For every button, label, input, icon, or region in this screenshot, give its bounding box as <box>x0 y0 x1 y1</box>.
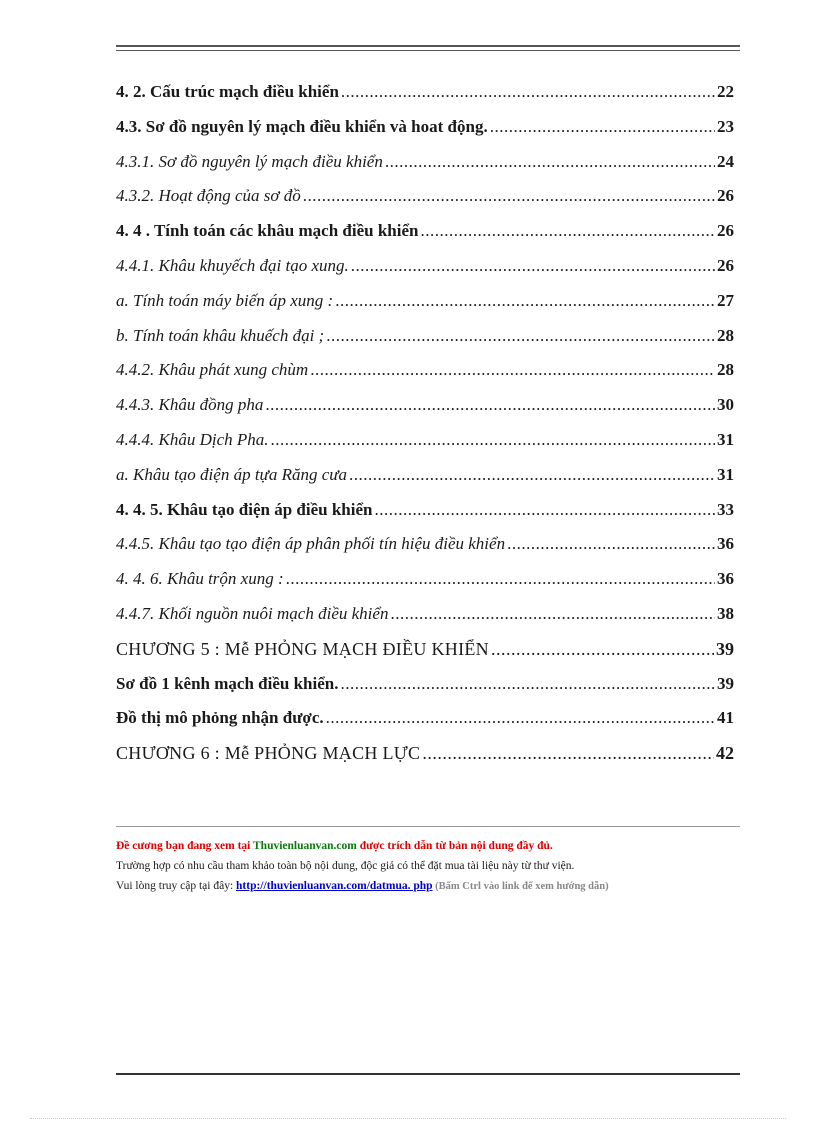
table-of-contents <box>116 82 734 778</box>
toc-entry-page: 39 <box>716 638 734 659</box>
notice-line-2: Trường hợp có nhu cầu tham khảo toàn bộ nội dung, độc giả có thể đặt mua tài liệu này từ thư viện. <box>116 860 575 872</box>
notice-line-1-suffix: được trích dẫn từ bản nội dung đầy đủ. <box>356 840 553 852</box>
toc-leader-dots <box>390 604 715 624</box>
toc-entry-title: 4.4.5. Khâu tạo tạo điện áp phân phối tín hiệu điều khiển <box>116 534 506 554</box>
notice-line-3 <box>116 876 756 897</box>
notice-brand: Thuvienluanvan.com <box>253 840 357 852</box>
notice-line-3-prefix: Vui lòng truy cập tại đây: <box>116 880 237 892</box>
toc-entry-title: CHƯƠNG 5 : Mễ PHỎNG MẠCH ĐIỀU KHIỂN <box>116 638 489 659</box>
toc-entry-title: Đồ thị mô phỏng nhận được. <box>116 708 324 728</box>
toc-leader-dots <box>341 82 715 102</box>
toc-entry-page: 36 <box>717 569 734 589</box>
toc-leader-dots <box>335 291 715 311</box>
purchase-link[interactable]: http://thuvienluanvan.com/datmua. php <box>236 880 433 892</box>
toc-entry[interactable] <box>116 465 734 500</box>
toc-entry-title: 4. 4. 6. Khâu trộn xung : <box>116 569 284 589</box>
toc-leader-dots <box>340 674 715 694</box>
toc-entry-title: a. Tính toán máy biến áp xung : <box>116 290 334 310</box>
notice-hint: (Bấm Ctrl vào link để xem hướng dẫn) <box>432 881 609 892</box>
toc-leader-dots <box>375 500 716 520</box>
toc-entry[interactable] <box>116 186 734 221</box>
toc-entry[interactable] <box>116 569 734 604</box>
toc-leader-dots <box>310 360 715 380</box>
toc-entry[interactable] <box>116 430 734 465</box>
toc-entry-title: 4.4.1. Khâu khuyếch đại tạo xung. <box>116 255 349 275</box>
toc-entry[interactable] <box>116 604 734 639</box>
toc-entry-page: 30 <box>717 395 734 415</box>
toc-entry[interactable] <box>116 639 734 674</box>
toc-leader-dots <box>422 743 714 764</box>
toc-entry[interactable] <box>116 708 734 743</box>
toc-entry[interactable] <box>116 326 734 361</box>
toc-entry-title: 4.4.7. Khối nguồn nuôi mạch điều khiển <box>116 603 389 623</box>
toc-entry-page: 28 <box>717 325 734 345</box>
toc-leader-dots <box>349 465 715 485</box>
notice-block <box>116 836 756 897</box>
page-edge-dots <box>30 1118 786 1119</box>
toc-leader-dots <box>265 395 715 415</box>
toc-entry-title: b. Tính toán khâu khuếch đại ; <box>116 325 325 345</box>
notice-line-1-prefix: Đề cương bạn đang xem tại <box>116 840 254 852</box>
toc-entry[interactable] <box>116 256 734 291</box>
toc-leader-dots <box>385 152 715 172</box>
toc-entry-page: 41 <box>717 708 734 728</box>
toc-entry[interactable] <box>116 360 734 395</box>
toc-entry[interactable] <box>116 221 734 256</box>
toc-leader-dots <box>491 639 714 660</box>
toc-entry-title: Sơ đồ 1 kênh mạch điều khiển. <box>116 673 339 693</box>
toc-entry-page: 24 <box>717 151 734 171</box>
toc-entry-page: 38 <box>717 603 734 623</box>
toc-entry[interactable] <box>116 395 734 430</box>
toc-entry-page: 28 <box>717 360 734 380</box>
toc-leader-dots <box>326 708 715 728</box>
toc-entry[interactable] <box>116 82 734 117</box>
toc-entry-title: 4.3.2. Hoạt động của sơ đồ <box>116 186 301 206</box>
toc-entry-page: 39 <box>717 673 734 693</box>
toc-leader-dots <box>303 186 715 206</box>
toc-entry-page: 31 <box>717 464 734 484</box>
footer-rule <box>116 1073 740 1075</box>
toc-entry-page: 23 <box>717 116 734 136</box>
toc-entry-title: 4.4.4. Khâu Dịch Pha. <box>116 429 269 449</box>
toc-leader-dots <box>507 534 715 554</box>
toc-leader-dots <box>326 326 715 346</box>
toc-entry-page: 36 <box>717 534 734 554</box>
toc-entry[interactable] <box>116 743 734 778</box>
toc-entry-page: 33 <box>717 499 734 519</box>
toc-entry-page: 26 <box>717 221 734 241</box>
toc-entry-page: 31 <box>717 429 734 449</box>
toc-entry-page: 22 <box>717 82 734 101</box>
toc-entry-title: 4.4.3. Khâu đồng pha <box>116 395 264 415</box>
notice-line-1 <box>116 836 756 856</box>
toc-entry[interactable] <box>116 152 734 187</box>
toc-leader-dots <box>286 569 715 589</box>
toc-leader-dots <box>351 256 715 276</box>
toc-entry[interactable] <box>116 291 734 326</box>
notice-separator <box>116 826 740 827</box>
toc-entry[interactable] <box>116 674 734 709</box>
toc-entry-title: 4.4.2. Khâu phát xung chùm <box>116 360 309 380</box>
toc-entry-page: 26 <box>717 186 734 206</box>
toc-leader-dots <box>271 430 715 450</box>
toc-entry-title: 4.3. Sơ đồ nguyên lý mạch điều khiển và hoat động. <box>116 116 488 136</box>
toc-entry-title: 4. 2. Cấu trúc mạch điều khiển <box>116 82 339 101</box>
toc-entry-title: 4. 4 . Tính toán các khâu mạch điều khiển <box>116 221 419 241</box>
toc-entry[interactable] <box>116 500 734 535</box>
toc-entry-page: 27 <box>717 290 734 310</box>
toc-entry-page: 42 <box>716 743 734 764</box>
header-rule-thick <box>116 45 740 47</box>
toc-entry[interactable] <box>116 534 734 569</box>
toc-leader-dots <box>490 117 715 137</box>
toc-entry-title: 4.3.1. Sơ đồ nguyên lý mạch điều khiển <box>116 151 383 171</box>
toc-entry-page: 26 <box>717 255 734 275</box>
toc-entry-title: CHƯƠNG 6 : Mễ PHỎNG MẠCH LỰC <box>116 743 421 764</box>
header-rule-thin <box>116 50 740 51</box>
toc-entry-title: a. Khâu tạo điện áp tựa Răng cưa <box>116 464 348 484</box>
toc-leader-dots <box>420 221 715 241</box>
toc-entry[interactable] <box>116 117 734 152</box>
toc-entry-title: 4. 4. 5. Khâu tạo điện áp điều khiển <box>116 499 373 519</box>
